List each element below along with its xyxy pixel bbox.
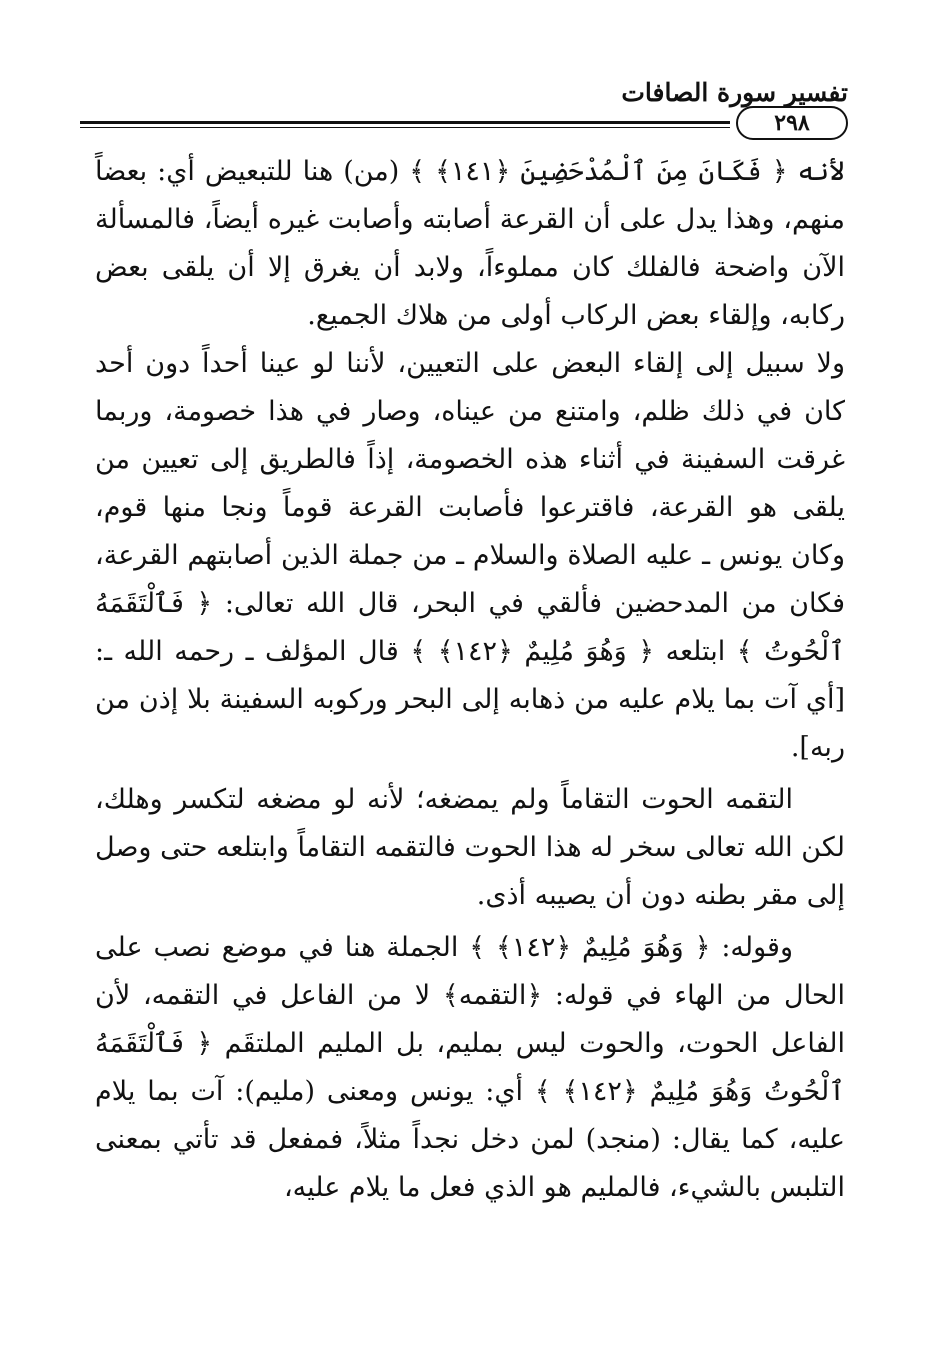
header-rule bbox=[80, 121, 730, 124]
paragraph-4: وقوله: ﴿ وَهُوَ مُلِيمٌ ﴿١٤٢﴾ ﴾ الجملة هنا في موضع نصب على الحال من الهاء في قوله: ﴿التقمه﴾ لا من الفاعل في التقمه، لأن الفاعل الحوت، والحوت ليس بمليم، بل المليم الملتقَم ﴿ فَٱلْتَقَمَهُ ٱلْحُوتُ وَهُوَ مُلِيمٌ ﴿١٤٢﴾ ﴾ أي: يونس ومعنى (مليم): آت بما يلام عليه، كما يقال: (منجد) لمن دخل نجداً مثلاً، فمفعل قد تأتي بمعنى التلبس بالشيء، فالمليم هو الذي فعل ما يلام عليه، bbox=[95, 932, 846, 1203]
paragraph-1: لأنه ﴿ فَكَانَ مِنَ ٱلْمُدْحَضِينَ ﴿١٤١﴾ ﴾ (من) هنا للتبعيض أي: بعضاً منهم، وهذا يدل على أن القرعة أصابته وأصابت غيره أيضاً، فالمسألة الآن واضحة فالفلك كان مملوءاً، ولابد أن يغرق إلا أن يلقى بعض ركابه، وإلقاء بعض الركاب أولى من هلاك الجميع. bbox=[95, 156, 845, 331]
header-rule-thin bbox=[80, 127, 730, 128]
page-number: ٢٩٨ bbox=[736, 106, 848, 140]
paragraph-2: ولا سبيل إلى إلقاء البعض على التعيين، لأننا لو عينا أحداً دون أحد كان في ذلك ظلم، وامتنع من عيناه، وصار في هذا خصومة، وربما غرقت السفينة في أثناء هذه الخصومة، إذاً فالطريق إلى تعيين من يلقى هو القرعة، فاقترعوا فأصابت القرعة قوماً ونجا منها قوم، وكان يونس ـ عليه الصلاة والسلام ـ من جملة الذين أصابتهم القرعة، فكان من المدحضين فألقي في البحر، قال الله تعالى: ﴿ فَٱلْتَقَمَهُ ٱلْحُوتُ ﴾ ابتلعه ﴿ وَهُوَ مُلِيمٌ ﴿١٤٢﴾ ﴾ قال المؤلف ـ رحمه الله ـ: [أي آت بما يلام عليه من ذهابه إلى البحر وركوبه السفينة بلا إذن من ربه]. bbox=[95, 348, 845, 763]
body-text bbox=[95, 148, 845, 1212]
paragraph-3: التقمه الحوت التقاماً ولم يمضغه؛ لأنه لو مضغه لتكسر وهلك، لكن الله تعالى سخر له هذا الحوت فالتقمه التقاماً وابتلعه حتى وصل إلى مقر بطنه دون أن يصيبه أذى. bbox=[95, 784, 845, 911]
running-header bbox=[80, 78, 848, 138]
page-header-title: تفسير سورة الصافات bbox=[621, 78, 848, 107]
